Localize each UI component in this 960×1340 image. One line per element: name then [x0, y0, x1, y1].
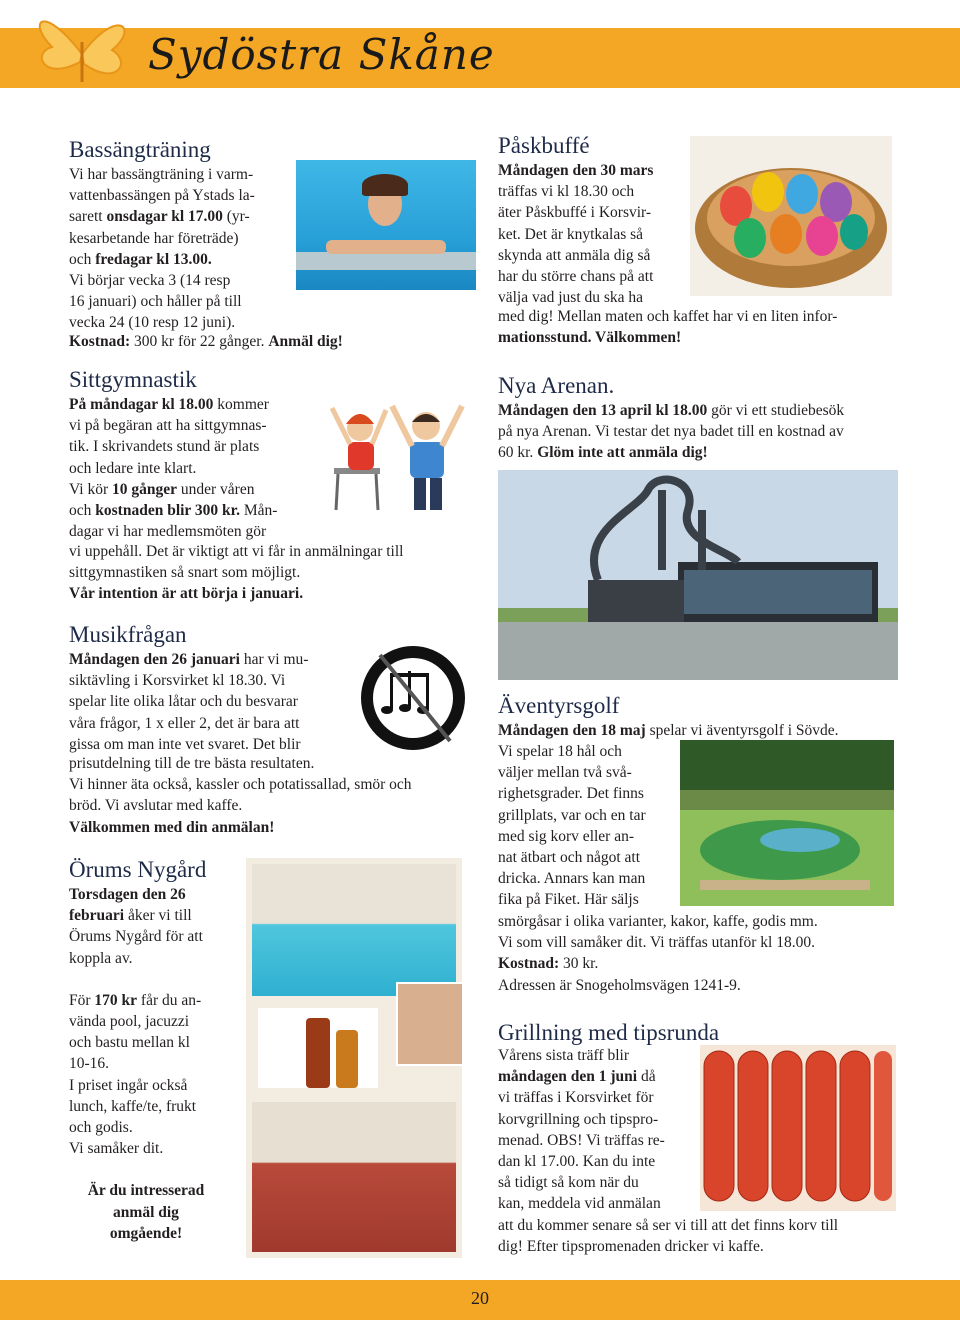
musik-continued: prisutdelning till de tre bästa resultaten. Vi hinner äta också, kassler och potatissallad, smör och bröd. Vi avslutar med kaffe. Välkommen med din anmälan! [69, 755, 412, 836]
body-line: och ledare inte klart. [69, 459, 197, 477]
section-title: Sittgymnastik [69, 367, 197, 392]
body-line: gissa om man inte vet svaret. Det blir [69, 735, 301, 753]
body-line: har du större chans på att [498, 268, 654, 286]
body-line: vända pool, jacuzzi [69, 1013, 190, 1031]
section-title: Nya Arenan. [498, 373, 615, 398]
section-title: Musikfrågan [69, 622, 187, 647]
body-line: ket. Det är knytkalas så [498, 225, 644, 243]
minigolf-course-photo [680, 740, 894, 906]
spa-collage-photo [246, 858, 462, 1258]
section-musikfragan [69, 621, 349, 755]
exercise-cartoon-illustration [322, 398, 474, 516]
body-line: våra frågor, 1 x eller 2, det är bara att [69, 714, 300, 732]
header-title: Sydöstra Skåne [148, 30, 495, 79]
body-line: Måndagen den 26 januari har vi mu- [69, 651, 309, 668]
body-line: och fredagar kl 13.00. [69, 250, 212, 268]
section-title: Påskbuffé [498, 133, 590, 158]
body-line: För 170 kr får du an- [69, 991, 202, 1009]
body-line: Måndagen den 30 mars [498, 162, 654, 179]
page-number: 20 [471, 1288, 489, 1308]
body-line: Vi börjar vecka 3 (14 resp [69, 272, 231, 290]
body-line: 60 kr. Glöm inte att anmäla dig! [498, 444, 708, 462]
section-aventyrsgolf [498, 692, 898, 741]
swimmer-photo [296, 160, 476, 290]
call-to-action: anmäl dig [113, 1203, 179, 1221]
body-line: spelar lite olika låtar och du besvarar [69, 693, 298, 711]
section-bassangtraning [69, 136, 281, 334]
body-line: I priset ingår också [69, 1076, 188, 1094]
body-line: välja vad just du ska ha [498, 289, 644, 307]
bassang-cost-line: Kostnad: 300 kr för 22 gånger. Anmäl dig! [69, 333, 343, 350]
arena-building-photo [498, 470, 898, 680]
body-line: Vi samåker dit. [69, 1140, 164, 1158]
body-line: tik. I skrivandets stund är plats [69, 438, 260, 456]
section-title: Grillning med tipsrunda [498, 1020, 720, 1045]
grill-continued: att du kommer senare så ser vi till att det finns korv till dig! Efter tipspromenaden dricker vi kaffe. [498, 1217, 839, 1256]
body-line: Måndagen den 13 april kl 18.00 gör vi ett studiebesök [498, 402, 845, 419]
aventyr-body: Vi spelar 18 hål och väljer mellan två svå- righetsgrader. Det finns grillplats, var och en tar med sig korv eller an- nat ätbart och något att dricka. Annars kan man fika på Fiket. Här säljs [498, 743, 646, 909]
body-line: siktävling i Korsvirket kl 18.30. Vi [69, 672, 286, 690]
body-line: Vi har bassängträning i varm- [69, 166, 254, 183]
body-line: Vi kör 10 gånger under våren [69, 480, 255, 498]
sitt-continued: vi uppehåll. Det är viktigt att vi får in anmälningar till sittgymnastiken så snart som möjligt. Vår intention är att börja i januari. [69, 543, 404, 603]
body-line: 10-16. [69, 1055, 110, 1073]
section-orums-nygard [69, 856, 223, 1244]
body-line: På måndagar kl 18.00 kommer [69, 396, 269, 413]
section-title: Örums Nygård [69, 857, 207, 882]
body-line: 16 januari) och håller på till [69, 293, 242, 311]
body-line: och bastu mellan kl [69, 1034, 190, 1052]
body-line: och kostnaden blir 300 kr. Mån- [69, 502, 278, 520]
music-notes-icon [360, 645, 466, 751]
body-line: dagar vi har medlemsmöten gör [69, 523, 267, 541]
section-title: Bassängträning [69, 137, 211, 162]
body-line: vecka 24 (10 resp 12 juni). [69, 314, 236, 332]
body-line: vi på begäran att ha sittgymnas- [69, 417, 267, 435]
body-line: Torsdagen den 26 [69, 886, 186, 903]
easter-eggs-basket-photo [690, 136, 892, 296]
butterfly-logo-icon [22, 2, 142, 97]
sausages-photo [700, 1045, 896, 1211]
body-line: Örums Nygård för att [69, 928, 203, 946]
section-title: Äventyrsgolf [498, 693, 620, 718]
section-paskbuffe [498, 132, 678, 308]
section-nya-arenan [498, 372, 898, 464]
body-line: äter Påskbuffé i Korsvir- [498, 204, 652, 222]
body-line: koppla av. [69, 949, 133, 967]
grill-body: Vårens sista träff blir måndagen den 1 juni då vi träffas i Korsvirket för korvgrillning och tipspro- menad. OBS! Vi träffas re- dan kl 17.00. Kan du inte så tidigt så kom när du kan, meddela vid anmälan [498, 1047, 665, 1213]
section-grillning [498, 1019, 898, 1047]
body-line: träffas vi kl 18.30 och [498, 183, 635, 201]
body-line: februari åker vi till [69, 907, 192, 925]
body-line: sarett onsdagar kl 17.00 (yr- [69, 208, 250, 226]
body-line: Måndagen den 18 maj spelar vi äventyrsgolf i Sövde. [498, 722, 839, 739]
body-line: på nya Arenan. Vi testar det nya badet till en kostnad av [498, 423, 844, 441]
body-line: lunch, kaffe/te, frukt [69, 1097, 197, 1115]
body-line: och godis. [69, 1119, 133, 1137]
call-to-action: Är du intresserad [87, 1182, 205, 1200]
pask-continued: med dig! Mellan maten och kaffet har vi en liten infor- mationsstund. Välkommen! [498, 308, 838, 347]
call-to-action: omgående! [109, 1224, 183, 1242]
body-line: skynda att anmäla dig så [498, 246, 651, 264]
aventyr-continued: smörgåsar i olika varianter, kakor, kaffe, godis mm. Vi som vill samåker dit. Vi träffas utanför kl 18.00. Kostnad: 30 kr. Adressen är Snogeholmsvägen 1241-9. [498, 913, 818, 994]
body-line: vattenbassängen på Ystads la- [69, 187, 255, 205]
section-sittgymnastik [69, 366, 305, 542]
body-line: kesarbetande har företräde) [69, 229, 239, 247]
